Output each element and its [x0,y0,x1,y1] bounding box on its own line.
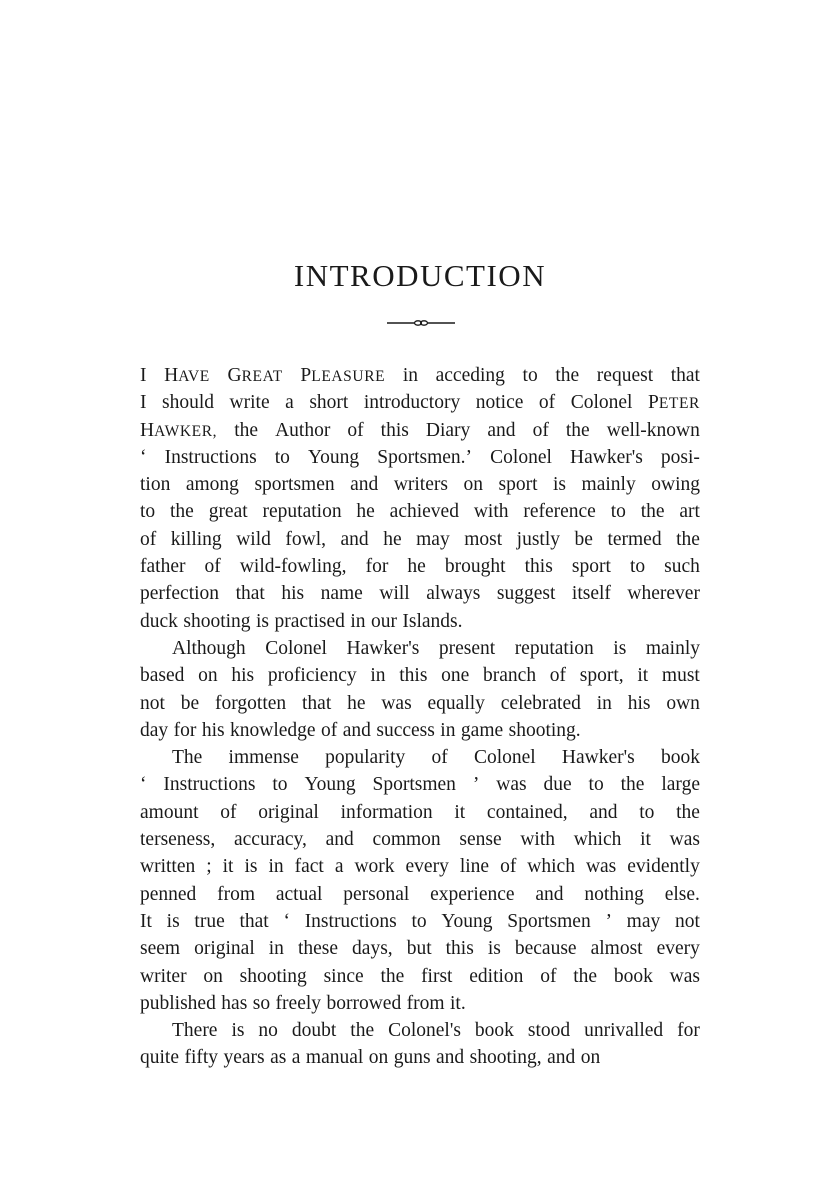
text-line: seem original in these days, but this is because almost every [140,938,700,960]
text-line: I HAVE GREAT PLEASURE in acceding to the request that [140,365,700,386]
text-line: amount of original information it contained, and to the [140,801,700,823]
text-line: There is no doubt the Colonel's book stood unrivalled for [172,1020,700,1042]
section-divider-ornament [387,318,455,328]
text-line: day for his knowledge of and success in game shooting. [140,719,581,741]
introduction-body [140,362,700,1072]
paragraph [140,744,700,1017]
paragraph [140,362,700,635]
text-line: Although Colonel Hawker's present reputation is mainly [172,637,700,659]
text-line: I should write a short introductory notice of Colonel PETER [140,392,700,414]
text-line: terseness, accuracy, and common sense with which it was [140,829,700,851]
text-line: not be forgotten that he was equally celebrated in his own [140,692,700,714]
text-line: ‘ Instructions to Young Sportsmen.’ Colonel Hawker's posi- [140,446,700,468]
text-line: published has so freely borrowed from it. [140,992,466,1014]
text-line: based on his proficiency in this one branch of sport, it must [140,665,700,687]
text-line: duck shooting is practised in our Islands. [140,610,463,632]
text-line: perfection that his name will always suggest itself wherever [140,583,700,605]
text-line: quite fifty years as a manual on guns and shooting, and on [140,1047,601,1069]
text-line: tion among sportsmen and writers on sport is mainly owing [140,474,700,496]
paragraph [140,1017,700,1072]
paragraph [140,635,700,744]
text-line: penned from actual personal experience and nothing else. [140,883,700,905]
text-line: writer on shooting since the first edition of the book was [140,965,700,987]
text-line: father of wild-fowling, for he brought this sport to such [140,556,700,578]
text-line: to the great reputation he achieved with reference to the art [140,501,700,523]
text-line: HAWKER, the Author of this Diary and of the well-known [140,419,700,441]
text-line: written ; it is in fact a work every line of which was evidently [140,856,700,878]
page-title: INTRODUCTION [293,258,547,293]
text-line: of killing wild fowl, and he may most justly be termed the [140,528,700,550]
text-line: It is true that ‘ Instructions to Young Sportsmen ’ may not [140,910,700,932]
text-line: The immense popularity of Colonel Hawker's book [172,747,700,769]
text-line: ‘ Instructions to Young Sportsmen ’ was due to the large [140,774,700,796]
